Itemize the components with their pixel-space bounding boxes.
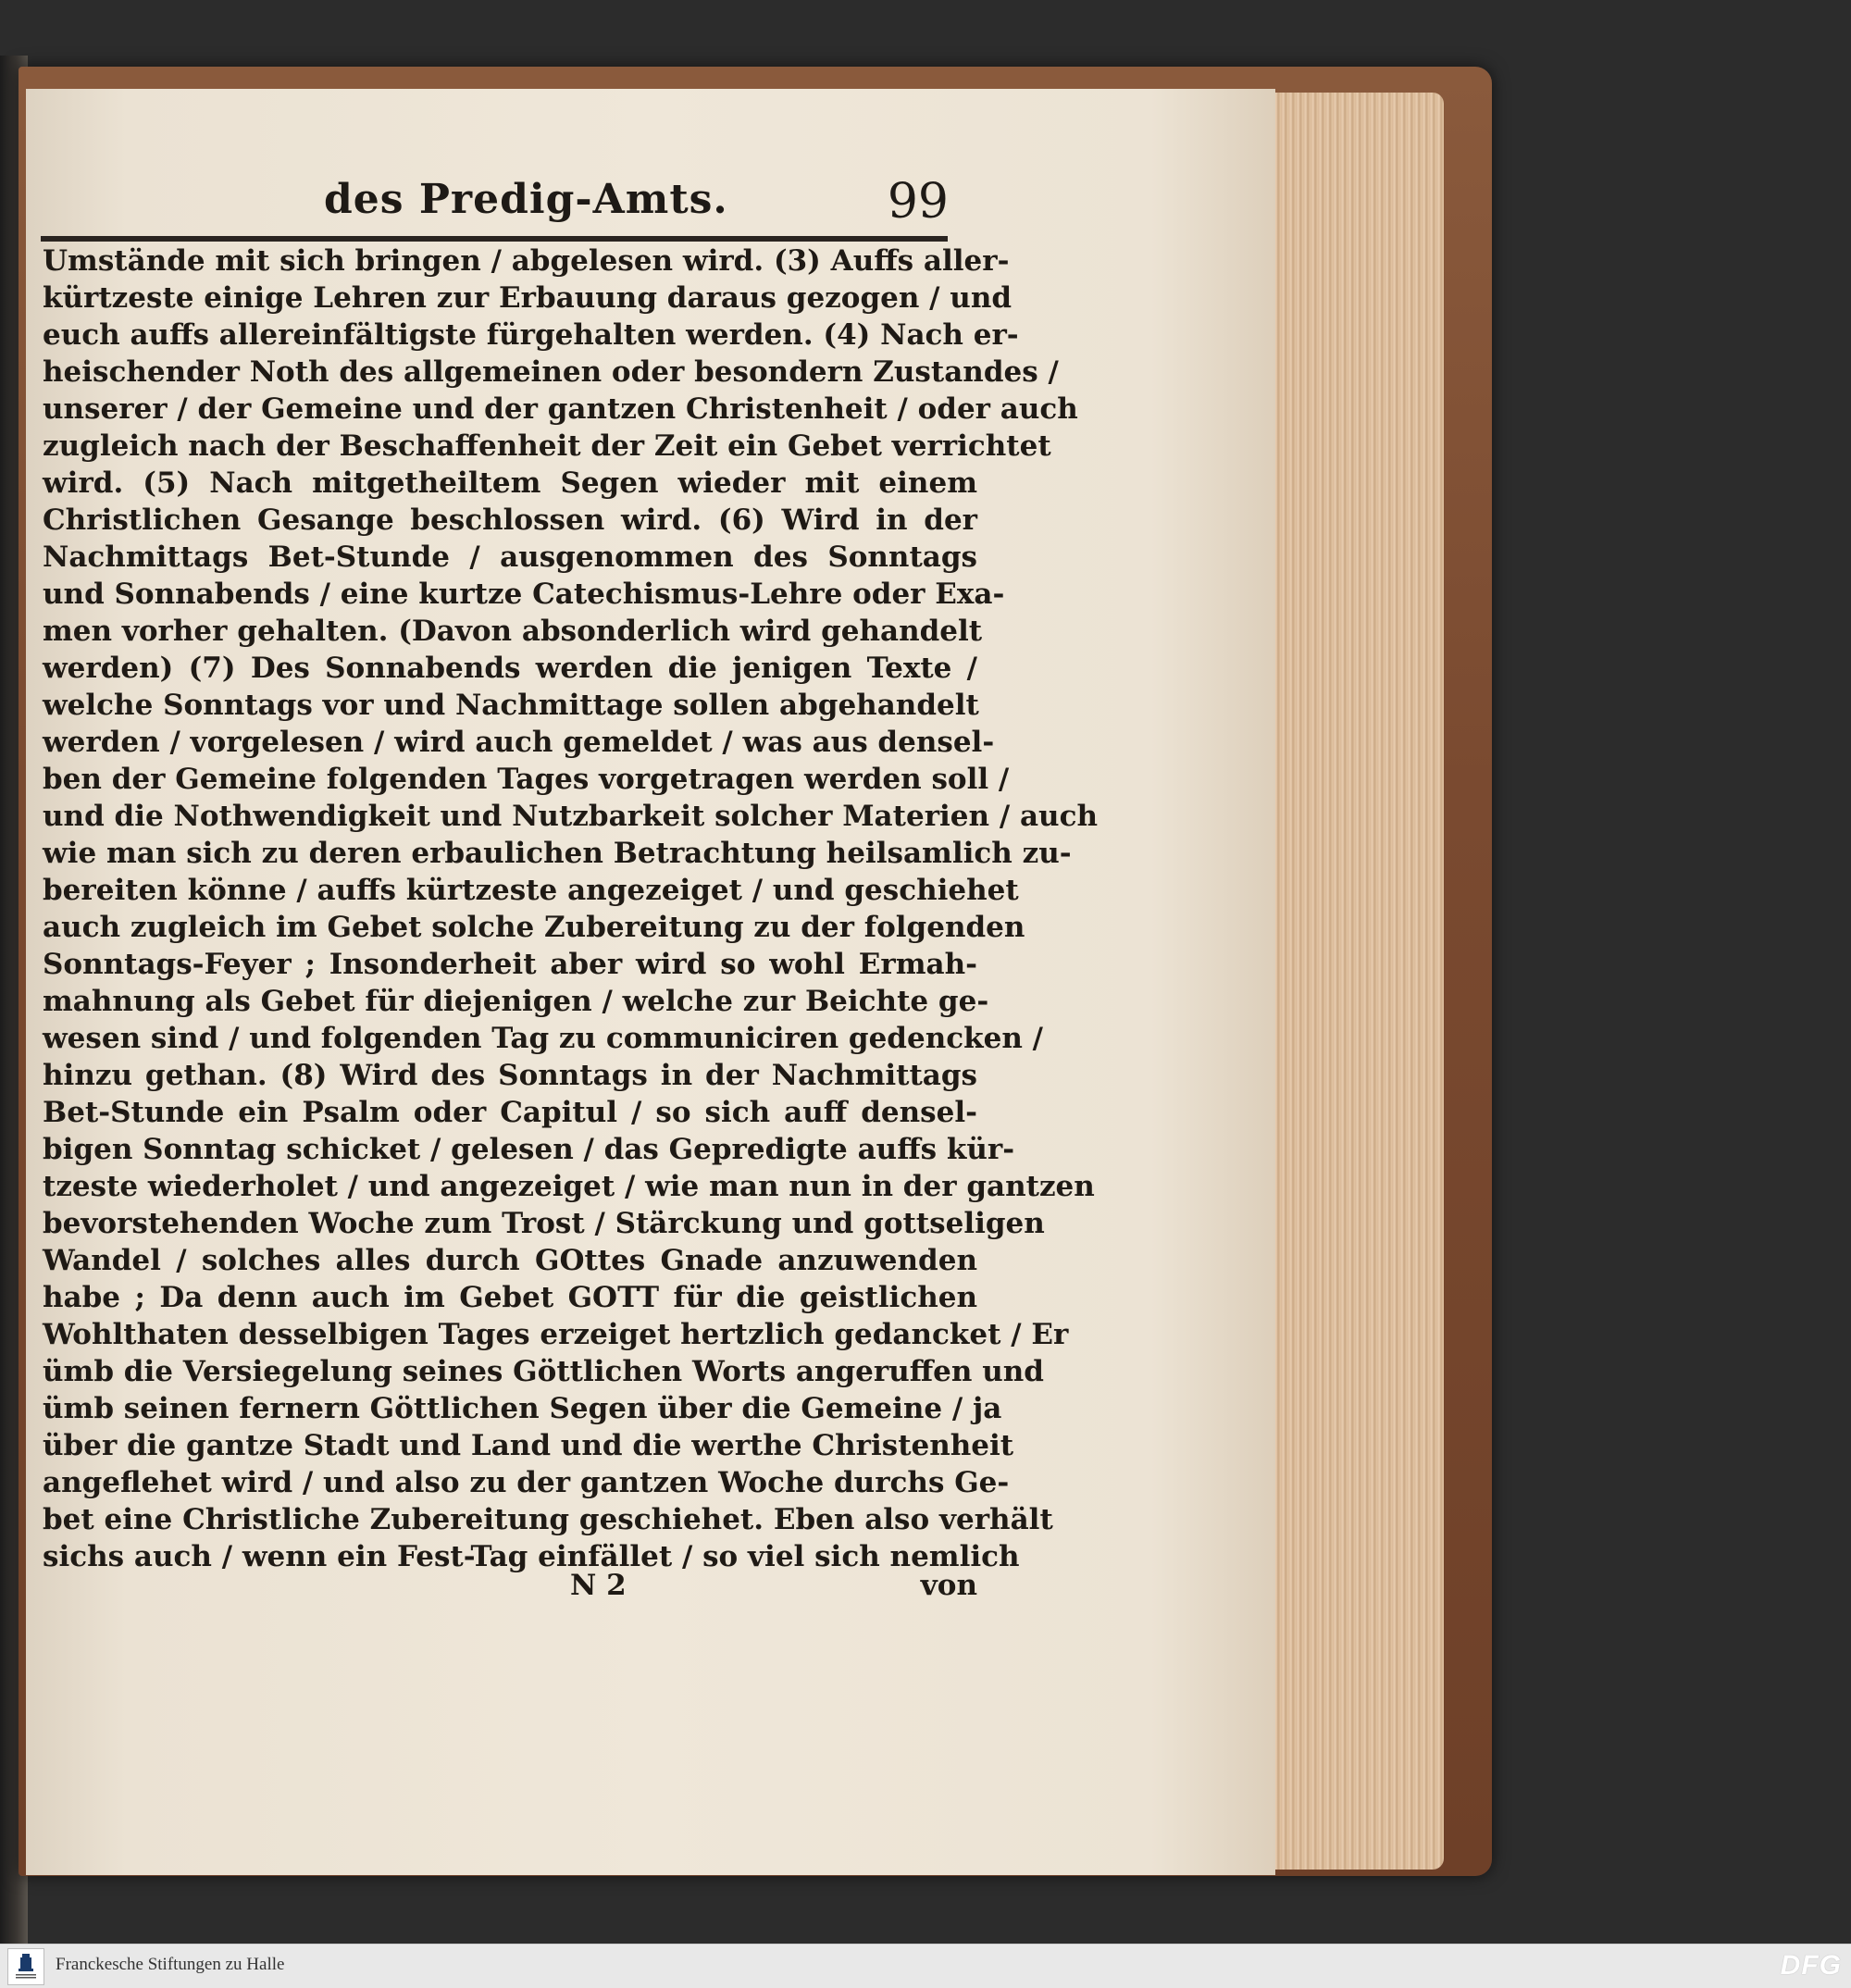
text-line: wie man sich zu deren erbaulichen Betrachtung heilsamlich zu- <box>43 837 1072 870</box>
text-line: Umstände mit sich bringen / abgelesen wird. (3) Auffs aller- <box>43 244 1010 278</box>
header-rule <box>41 236 948 242</box>
text-line: Sonntags-Feyer ; Insonderheit aber wird so wohl Ermah- <box>43 948 977 981</box>
text-line: über die gantze Stadt und Land und die werthe Christenheit <box>43 1429 1014 1462</box>
text-line: sichs auch / wenn ein Fest-Tag einfället / so viel sich nemlich <box>43 1540 1020 1573</box>
signature-mark: N 2 <box>570 1569 627 1602</box>
text-line: wird. (5) Nach mitgetheiltem Segen wieder mit einem <box>43 466 977 500</box>
body-text <box>43 242 1099 1575</box>
text-line: hinzu gethan. (8) Wird des Sonntags in der Nachmittags <box>43 1059 977 1092</box>
text-line: und die Nothwendigkeit und Nutzbarkeit solcher Materien / auch <box>43 800 1099 833</box>
text-line: ümb die Versiegelung seines Göttlichen Worts angeruffen und <box>43 1355 1044 1388</box>
text-line: welche Sonntags vor und Nachmittage sollen abgehandelt <box>43 689 979 722</box>
text-line: und Sonnabends / eine kurtze Catechismus-Lehre oder Exa- <box>43 578 1005 611</box>
text-line: zugleich nach der Beschaffenheit der Zeit ein Gebet verrichtet <box>43 429 1051 463</box>
text-line: unserer / der Gemeine und der gantzen Christenheit / oder auch <box>43 392 1078 426</box>
text-line: wesen sind / und folgenden Tag zu communiciren gedencken / <box>43 1022 1043 1055</box>
text-line: Wandel / solches alles durch GOttes Gnade anzuwenden <box>43 1244 977 1277</box>
institution-logo-icon[interactable] <box>7 1948 44 1985</box>
text-line: bereiten könne / auffs kürtzeste angezeiget / und geschiehet <box>43 874 1019 907</box>
page-number: 99 <box>887 174 949 230</box>
institution-name[interactable]: Franckesche Stiftungen zu Halle <box>56 1955 285 1974</box>
catchword: von <box>920 1569 977 1602</box>
text-line: Bet-Stunde ein Psalm oder Capitul / so sich auff densel- <box>43 1096 977 1129</box>
text-line: men vorher gehalten. (Davon absonderlich wird gehandelt <box>43 615 983 648</box>
text-line: werden / vorgelesen / wird auch gemeldet / was aus densel- <box>43 726 995 759</box>
text-line: tzeste wiederholet / und angezeiget / wie man nun in der gantzen <box>43 1170 1095 1203</box>
text-line: kürtzeste einige Lehren zur Erbauung daraus gezogen / und <box>43 281 1012 315</box>
text-line: werden) (7) Des Sonnabends werden die jenigen Texte / <box>43 652 977 685</box>
text-line: habe ; Da denn auch im Gebet GOTT für die geistlichen <box>43 1281 977 1314</box>
text-line: ümb seinen fernern Göttlichen Segen über die Gemeine / ja <box>43 1392 1002 1425</box>
dfg-logo[interactable]: DFG <box>1780 1950 1842 1981</box>
text-line: Christlichen Gesange beschlossen wird. (6) Wird in der <box>43 503 977 537</box>
text-line: bigen Sonntag schicket / gelesen / das Gepredigte auffs kür- <box>43 1133 1015 1166</box>
text-line: bet eine Christliche Zubereitung geschiehet. Eben also verhält <box>43 1503 1053 1536</box>
text-line: mahnung als Gebet für diejenigen / welche zur Beichte ge- <box>43 985 989 1018</box>
text-line: Nachmittags Bet-Stunde / ausgenommen des Sonntags <box>43 540 977 574</box>
page-header <box>324 176 949 233</box>
running-head: des Predig-Amts. <box>324 176 728 223</box>
page-fore-edge <box>1259 93 1444 1870</box>
text-line: angeflehet wird / und also zu der gantzen Woche durchs Ge- <box>43 1466 1010 1499</box>
text-line: heischender Noth des allgemeinen oder besondern Zustandes / <box>43 355 1059 389</box>
text-line: auch zugleich im Gebet solche Zubereitung zu der folgenden <box>43 911 1025 944</box>
attribution-bar <box>0 1944 1851 1988</box>
text-line: bevorstehenden Woche zum Trost / Stärckung und gottseligen <box>43 1207 1045 1240</box>
page-footer <box>43 1569 977 1606</box>
text-line: ben der Gemeine folgenden Tages vorgetragen werden soll / <box>43 763 1010 796</box>
text-line: Wohlthaten desselbigen Tages erzeiget hertzlich gedancket / Er <box>43 1318 1069 1351</box>
text-line: euch auffs allereinfältigste fürgehalten werden. (4) Nach er- <box>43 318 1019 352</box>
